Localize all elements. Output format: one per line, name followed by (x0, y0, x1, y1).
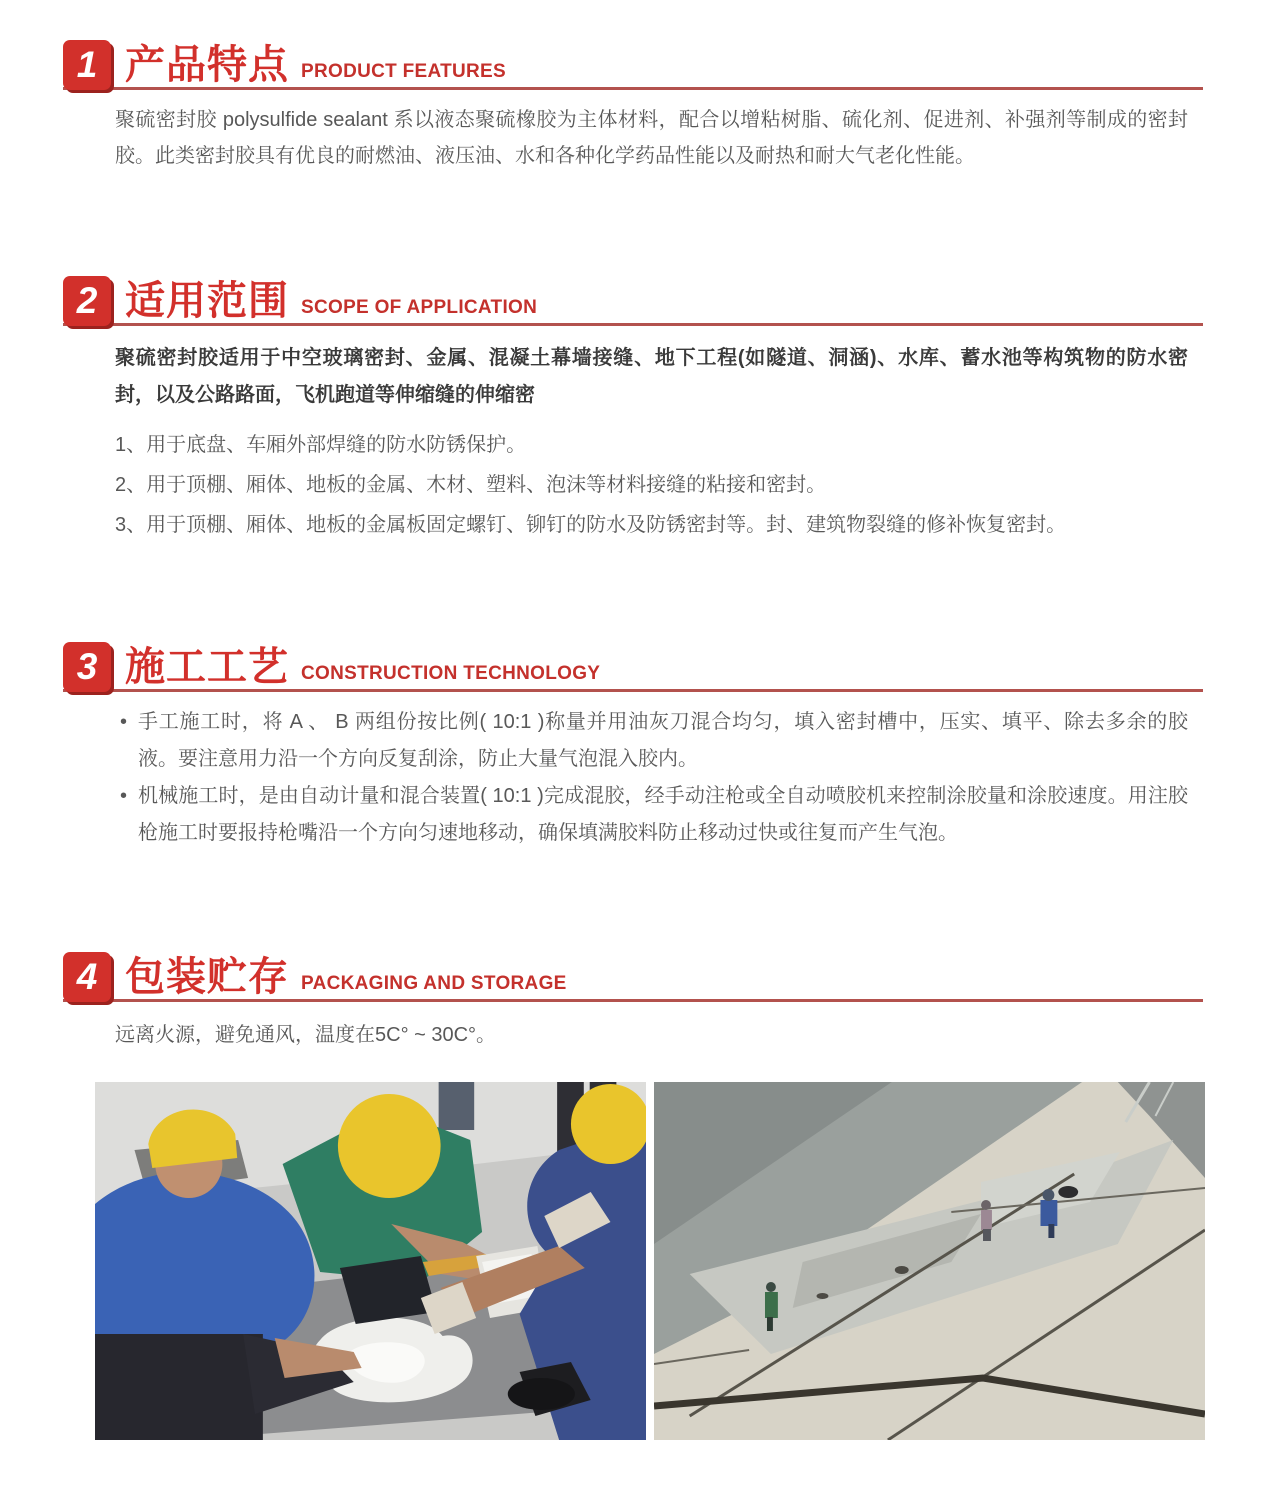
product-features-paragraph: 聚硫密封胶 polysulfide sealant 系以液态聚硫橡胶为主体材料，配合以增粘树脂、硫化剂、促进剂、补强剂等制成的密封胶。此类密封胶具有优良的耐燃油、液压油、水和各种化学药品性能以及耐热和耐大气老化性能。 (115, 109, 1188, 167)
section-scope-of-application (0, 272, 1280, 550)
photo-row (95, 1082, 1205, 1440)
bullet-item: • 手工施工时，将 A 、 B 两组份按比例( 10:1 )称量并用油灰刀混合均匀，填入密封槽中，压实、填平、除去多余的胶液。要注意用力沿一个方向反复刮涂，防止大量气泡混入胶内。 (120, 704, 1188, 778)
section-title-en: PACKAGING AND STORAGE (301, 973, 567, 994)
section-number-badge: 1 (63, 40, 111, 90)
scope-lead-paragraph: 聚硫密封胶适用于中空玻璃密封、金属、混凝土幕墙接缝、地下工程(如隧道、洞涵)、水库、蓄水池等构筑物的防水密封，以及公路路面，飞机跑道等伸缩缝的伸缩密 (115, 347, 1188, 406)
section-title-en: PRODUCT FEATURES (301, 61, 507, 82)
section-number-badge: 2 (63, 276, 111, 326)
bullet-item: • 机械施工时，是由自动计量和混合装置( 10:1 )完成混胶，经手动注枪或全自动喷胶机来控制涂胶量和涂胶速度。用注胶枪施工时要报持枪嘴沿一个方向匀速地移动，确保填满胶料防止移动过快或往复而产生气泡。 (120, 778, 1188, 852)
section-header (63, 36, 1203, 90)
storage-paragraph: 远离火源，避免通风，温度在5C° ~ 30C°。 (115, 1024, 497, 1046)
section-title-zh: 适用范围 (125, 279, 289, 323)
construction-bullet-list (120, 704, 1188, 852)
list-item: 3、用于顶棚、厢体、地板的金属板固定螺钉、铆钉的防水及防锈密封等。封、建筑物裂缝的修补恢复密封。 (115, 514, 1067, 536)
section-header (63, 638, 1203, 692)
concrete-slope-expansion-joint-photo (654, 1082, 1205, 1440)
section-number-badge: 3 (63, 642, 111, 692)
list-item: 2、用于顶棚、厢体、地板的金属、木材、塑料、泡沫等材料接缝的粘接和密封。 (115, 474, 827, 496)
section-number-badge: 4 (63, 952, 111, 1002)
application-list (115, 430, 1188, 540)
section-title-zh: 产品特点 (125, 43, 289, 87)
section-product-features (0, 36, 1280, 174)
section-title-zh: 施工工艺 (125, 645, 289, 689)
workers-mixing-sealant-photo (95, 1082, 646, 1440)
section-packaging-and-storage (0, 948, 1280, 1050)
section-title-en: CONSTRUCTION TECHNOLOGY (301, 663, 601, 684)
section-title-zh: 包装贮存 (125, 955, 289, 999)
section-title-en: SCOPE OF APPLICATION (301, 297, 538, 318)
section-construction-technology (0, 638, 1280, 852)
section-header (63, 272, 1203, 326)
list-item: 1、用于底盘、车厢外部焊缝的防水防锈保护。 (115, 434, 527, 456)
section-header (63, 948, 1203, 1002)
